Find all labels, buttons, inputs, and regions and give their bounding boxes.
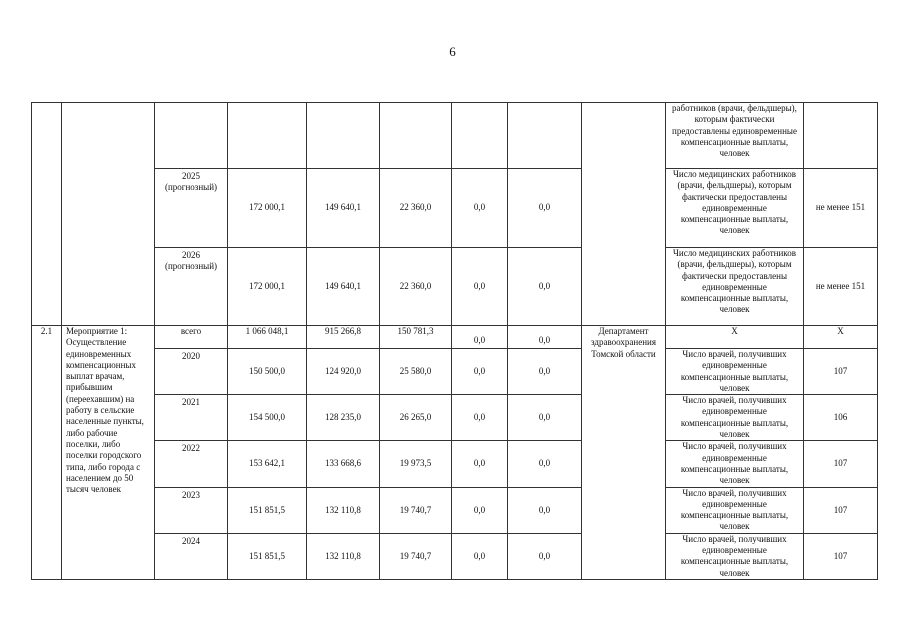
cell-total: 172 000,1 [228, 248, 307, 326]
cell-value: 106 [804, 395, 878, 441]
table-row [32, 103, 878, 169]
cell-indicator: Число медицинских работников (врачи, фельдшеры), которым фактически предоставлены единовременные компенсационные выплаты, человек [666, 169, 804, 248]
cell-federal: 133 668,6 [307, 441, 380, 487]
cell-value: 107 [804, 441, 878, 487]
table-row [32, 326, 878, 349]
cell-regional: 19 740,7 [380, 487, 452, 533]
table-row [32, 248, 878, 326]
cell-federal: 128 235,0 [307, 395, 380, 441]
cell-other: 0,0 [508, 326, 582, 349]
cell-indicator: Число медицинских работников (врачи, фельдшеры), которым фактически предоставлены единовременные компенсационные выплаты, человек [666, 248, 804, 326]
cell-value: 107 [804, 533, 878, 579]
cell-number-blank [32, 103, 62, 326]
cell-blank [804, 103, 878, 169]
cell-regional: 19 973,5 [380, 441, 452, 487]
table-row [32, 441, 878, 487]
cell-total: 151 851,5 [228, 533, 307, 579]
cell-year: 2026 (прогнозный) [155, 248, 228, 326]
cell-federal: 149 640,1 [307, 169, 380, 248]
cell-federal: 132 110,8 [307, 533, 380, 579]
table-row [32, 395, 878, 441]
cell-executor: Департамент здравоохранения Томской области [582, 326, 666, 580]
cell-local: 0,0 [452, 248, 508, 326]
table-row [32, 487, 878, 533]
cell-indicator: Число врачей, получивших единовременные компенсационные выплаты, человек [666, 441, 804, 487]
cell-indicator: Число врачей, получивших единовременные компенсационные выплаты, человек [666, 349, 804, 395]
cell-total: 1 066 048,1 [228, 326, 307, 349]
table-row [32, 169, 878, 248]
cell-year: 2024 [155, 533, 228, 579]
cell-regional: 25 580,0 [380, 349, 452, 395]
cell-regional: 22 360,0 [380, 248, 452, 326]
cell-value: 107 [804, 487, 878, 533]
cell-total: 154 500,0 [228, 395, 307, 441]
cell-local: 0,0 [452, 441, 508, 487]
cell-local: 0,0 [452, 326, 508, 349]
cell-value: не менее 151 [804, 169, 878, 248]
cell-blank [508, 103, 582, 169]
cell-regional: 150 781,3 [380, 326, 452, 349]
cell-year: всего [155, 326, 228, 349]
cell-federal: 132 110,8 [307, 487, 380, 533]
cell-name-blank [62, 103, 155, 326]
cell-year: 2023 [155, 487, 228, 533]
cell-total: 153 642,1 [228, 441, 307, 487]
cell-value: Х [804, 326, 878, 349]
cell-local: 0,0 [452, 487, 508, 533]
cell-regional: 19 740,7 [380, 533, 452, 579]
page-number: 6 [449, 44, 456, 59]
cell-indicator: работников (врачи, фельдшеры), которым фактически предоставлены единовременные компенсационные выплаты, человек [666, 103, 804, 169]
table-row [32, 349, 878, 395]
cell-total: 172 000,1 [228, 169, 307, 248]
cell-federal: 124 920,0 [307, 349, 380, 395]
cell-measure-name: Мероприятие 1: Осуществление единовременных компенсационных выплат врачам, прибывшим (переехавшим) на работу в сельские населенные пункты, либо рабочие поселки, либо поселки городского типа, либо города с населением до 50 тысяч человек [62, 326, 155, 580]
cell-local: 0,0 [452, 169, 508, 248]
cell-local: 0,0 [452, 533, 508, 579]
cell-local: 0,0 [452, 349, 508, 395]
cell-indicator: Число врачей, получивших единовременные компенсационные выплаты, человек [666, 395, 804, 441]
cell-blank [452, 103, 508, 169]
cell-other: 0,0 [508, 248, 582, 326]
cell-executor-blank [582, 103, 666, 326]
cell-total: 150 500,0 [228, 349, 307, 395]
cell-total: 151 851,5 [228, 487, 307, 533]
cell-other: 0,0 [508, 533, 582, 579]
cell-blank [380, 103, 452, 169]
cell-other: 0,0 [508, 441, 582, 487]
cell-regional: 22 360,0 [380, 169, 452, 248]
cell-blank [228, 103, 307, 169]
cell-federal: 915 266,8 [307, 326, 380, 349]
cell-blank [307, 103, 380, 169]
cell-year-blank [155, 103, 228, 169]
cell-value: не менее 151 [804, 248, 878, 326]
cell-other: 0,0 [508, 169, 582, 248]
cell-other: 0,0 [508, 487, 582, 533]
cell-year: 2022 [155, 441, 228, 487]
cell-year: 2021 [155, 395, 228, 441]
cell-indicator: Число врачей, получивших единовременные компенсационные выплаты, человек [666, 487, 804, 533]
cell-number: 2.1 [32, 326, 62, 580]
cell-value: 107 [804, 349, 878, 395]
table-row [32, 533, 878, 579]
cell-regional: 26 265,0 [380, 395, 452, 441]
budget-table [31, 102, 878, 580]
cell-federal: 149 640,1 [307, 248, 380, 326]
cell-indicator: Х [666, 326, 804, 349]
cell-year: 2025 (прогнозный) [155, 169, 228, 248]
cell-other: 0,0 [508, 395, 582, 441]
cell-other: 0,0 [508, 349, 582, 395]
cell-local: 0,0 [452, 395, 508, 441]
cell-indicator: Число врачей, получивших единовременные компенсационные выплаты, человек [666, 533, 804, 579]
cell-year: 2020 [155, 349, 228, 395]
